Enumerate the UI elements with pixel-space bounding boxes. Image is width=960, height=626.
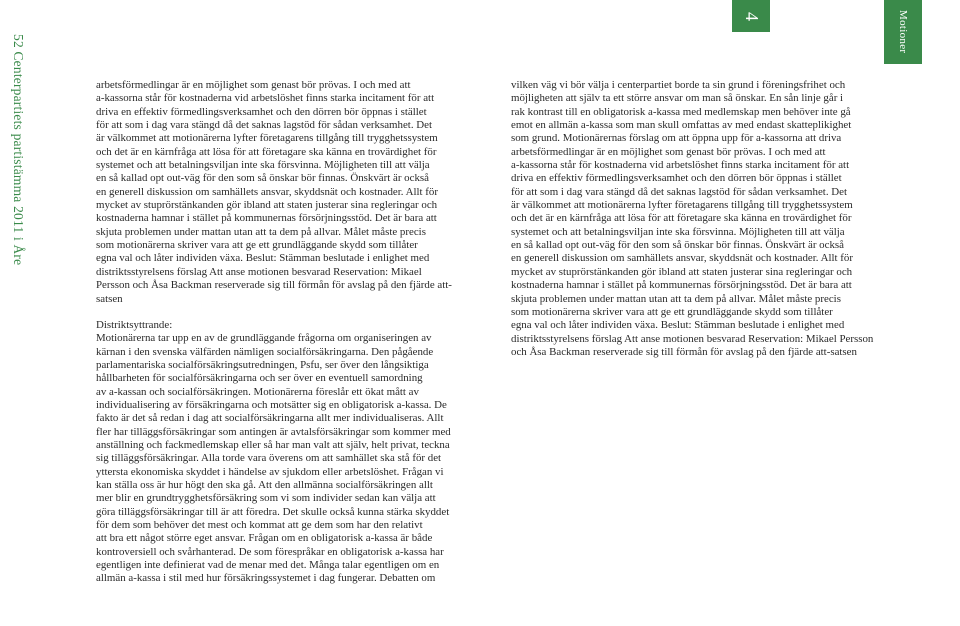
text-line: en så kallad opt out-väg för den som så önskar bör finnas. Önskvärt är också bbox=[511, 239, 844, 252]
text-line: kärnan i den svenska välfärden nämligen socialförsäkringarna. Den pågående bbox=[96, 345, 434, 358]
text-line: möjligheten att själv ta ett större ansvar om man så önskar. En sån linje går i bbox=[511, 92, 844, 105]
text-line: yttersta ekonomiska skyddet i händelse av sjukdom eller arbetslöshet. Frågan vi bbox=[96, 465, 444, 478]
right-paragraph bbox=[511, 79, 901, 359]
text-line: distriktsstyrelsens förslag Att anse motionen besvarad Reservation: Mikael Persson bbox=[511, 332, 874, 345]
text-line: en så kallad opt out-väg för den som så önskar bör finnas. Önskvärt är också bbox=[96, 172, 429, 185]
text-line: en generell diskussion om samhällets ansvar, skyddsnät och kostnader. Allt för bbox=[511, 252, 853, 265]
text-line: driva en effektiv förmedlingsverksamhet och den dörren bör öppnas i stället bbox=[511, 172, 842, 185]
text-line: fakto är det så redan i dag att socialförsäkringarna allt mer individualiseras. Allt bbox=[96, 412, 444, 425]
text-line: anställning och fackmedlemskap eller så har man valt att själv, helt privat, teckna bbox=[96, 438, 450, 451]
text-line: att bra ett något större eget ansvar. Frågan om en obligatorisk a-kassa är både bbox=[96, 532, 433, 545]
text-line: en generell diskussion om samhällets ansvar, skyddsnät och kostnader. Allt för bbox=[96, 185, 438, 198]
text-line: hållbarheten för socialförsäkringarna och ser över en eventuell samordning bbox=[96, 372, 423, 385]
text-line: och det är en kärnfråga att lösa för att företagare ska känna en trovärdighet för bbox=[511, 212, 852, 225]
text-line: sig tilläggsförsäkringar. Alla torde vara överens om att samhället ska stå för det bbox=[96, 452, 442, 465]
text-line: systemet och att betalningsviljan inte ska försvinna. Möjligheten till att välja bbox=[511, 225, 845, 238]
text-line: av a-kassan och socialförsäkringen. Motionärerna föreslår ett ökat mått av bbox=[96, 385, 419, 398]
text-line: är välkommet att motionärerna lyfter företagarens tillgång till trygghetssystem bbox=[511, 199, 853, 212]
text-line: mycket av stuprörstänkanden gör ibland att staten justerar sina regleringar och bbox=[511, 265, 853, 278]
text-line: vilken väg vi bör välja i centerpartiet borde ta sin grund i föreningsfrihet och bbox=[511, 79, 846, 91]
text-line: emot en allmän a-kassa som man skull omfattas av med endast skatteplikighet bbox=[511, 119, 852, 132]
text-line: egna val och låter individen växa. Beslut: Stämman beslutade i enlighet med bbox=[96, 252, 430, 265]
text-line: kostnaderna hamnar i stället på kommunernas försörjningsstöd. Det är bara att bbox=[96, 212, 437, 225]
text-line: rak kontrast till en obligatorisk a-kassa med medlemskap men behöver inte gå bbox=[511, 105, 851, 118]
text-line: för att som i dag vara stängd då det saknas lagstöd för sådan verksamhet. Det bbox=[96, 119, 432, 132]
text-line: systemet och att betalningsviljan inte ska försvinna. Möjligheten till att välja bbox=[96, 159, 430, 172]
page-side-header: 52 Centerpartiets partistämma 2011 i Åre bbox=[11, 34, 26, 266]
text-line: kontroversiell och svårhanterad. De som förespråkar en obligatorisk a-kassa har bbox=[96, 545, 444, 558]
text-line: och Åsa Backman reserverade sig till förmån för avslag på den fjärde att-satsen bbox=[511, 345, 857, 358]
text-line: egentligen inte definierat vad de menar med det. Många talar egentligen om en bbox=[96, 559, 440, 572]
text-line: som motionärerna skriver vara att ge ett grundläggande skydd som tillåter bbox=[511, 305, 833, 318]
text-line: individualisering av försäkringarna och motsätter sig en obligatorisk a-kassa. De bbox=[96, 398, 447, 411]
text-line: göra tilläggsförsäkringar till är att föredra. Det skulle också kunna stärka skyddet bbox=[96, 505, 450, 518]
text-line: arbetsförmedlingar är en möjlighet som genast bör prövas. I och med att bbox=[96, 79, 411, 91]
text-line: skjuta problemen under mattan utan att ta dem på allvar. Målet måste precis bbox=[96, 225, 426, 238]
text-line: för dem som behöver det mest och kommat att ge dem som har den relativt bbox=[96, 519, 423, 531]
text-line: är välkommet att motionärerna lyfter företagarens tillgång till trygghetssystem bbox=[96, 132, 438, 145]
text-line: arbetsförmedlingar är en möjlighet som genast bör prövas. I och med att bbox=[511, 145, 826, 158]
text-line: egna val och låter individen växa. Beslut: Stämman beslutade i enlighet med bbox=[511, 319, 845, 332]
district-statement-heading: Distriktsyttrande: bbox=[96, 318, 173, 331]
text-line: parlamentariska socialförsäkringsutredningen, Psfu, ser över den långsiktiga bbox=[96, 358, 429, 371]
section-tab bbox=[884, 0, 922, 64]
text-line: driva en effektiv förmedlingsverksamhet och den dörren bör öppnas i stället bbox=[96, 105, 427, 118]
left-paragraph-2 bbox=[96, 332, 480, 586]
text-line: mycket av stuprörstänkanden gör ibland att staten justerar sina regleringar och bbox=[96, 199, 438, 212]
text-line: a-kassorna står för kostnaderna vid arbetslöshet finns starka incitament för att bbox=[96, 92, 435, 105]
text-line: som motionärerna skriver vara att ge ett grundläggande skydd som tillåter bbox=[96, 239, 418, 252]
text-line: Motionärerna tar upp en av de grundläggande frågorna om organiseringen av bbox=[96, 332, 432, 345]
left-paragraph-1 bbox=[96, 79, 480, 306]
text-line: som grund. Motionärernas förslag om att öppna upp för a-kassorna att driva bbox=[511, 132, 842, 145]
text-line: satsen bbox=[96, 292, 123, 305]
text-line: allmän a-kassa i stil med hur försäkringssystemet i dag fungerar. Debatten om bbox=[96, 572, 436, 585]
text-line: a-kassorna står för kostnaderna vid arbetslöshet finns starka incitament för att bbox=[511, 159, 850, 172]
text-line: mer blir en grundtrygghetsförsäkring som vi som individer sedan kan välja att bbox=[96, 492, 436, 505]
chapter-tab-number bbox=[732, 0, 770, 32]
text-line: och det är en kärnfråga att lösa för att företagare ska känna en trovärdighet för bbox=[96, 145, 437, 158]
text-line: för att som i dag vara stängd då det saknas lagstöd för sådan verksamhet. Det bbox=[511, 185, 847, 198]
text-line: fler har tilläggsförsäkringar som antingen är avtalsförsäkringar som kommer med bbox=[96, 425, 451, 438]
text-line: distriktsstyrelsens förslag Att anse motionen besvarad Reservation: Mikael bbox=[96, 265, 422, 278]
right-text-column bbox=[511, 79, 901, 359]
text-line: kostnaderna hamnar i stället på kommunernas försörjningsstöd. Det är bara att bbox=[511, 279, 852, 292]
chapter-number: 4 bbox=[741, 11, 762, 21]
section-tab-label: Motioner bbox=[897, 10, 909, 54]
text-line: kan ställa oss är hur högt den ska gå. Att den allmänna socialförsäkringen allt bbox=[96, 478, 433, 491]
left-text-column bbox=[96, 79, 480, 586]
text-line: skjuta problemen under mattan utan att ta dem på allvar. Målet måste precis bbox=[511, 292, 841, 305]
text-line: Persson och Åsa Backman reserverade sig till förmån för avslag på den fjärde att- bbox=[96, 279, 452, 292]
